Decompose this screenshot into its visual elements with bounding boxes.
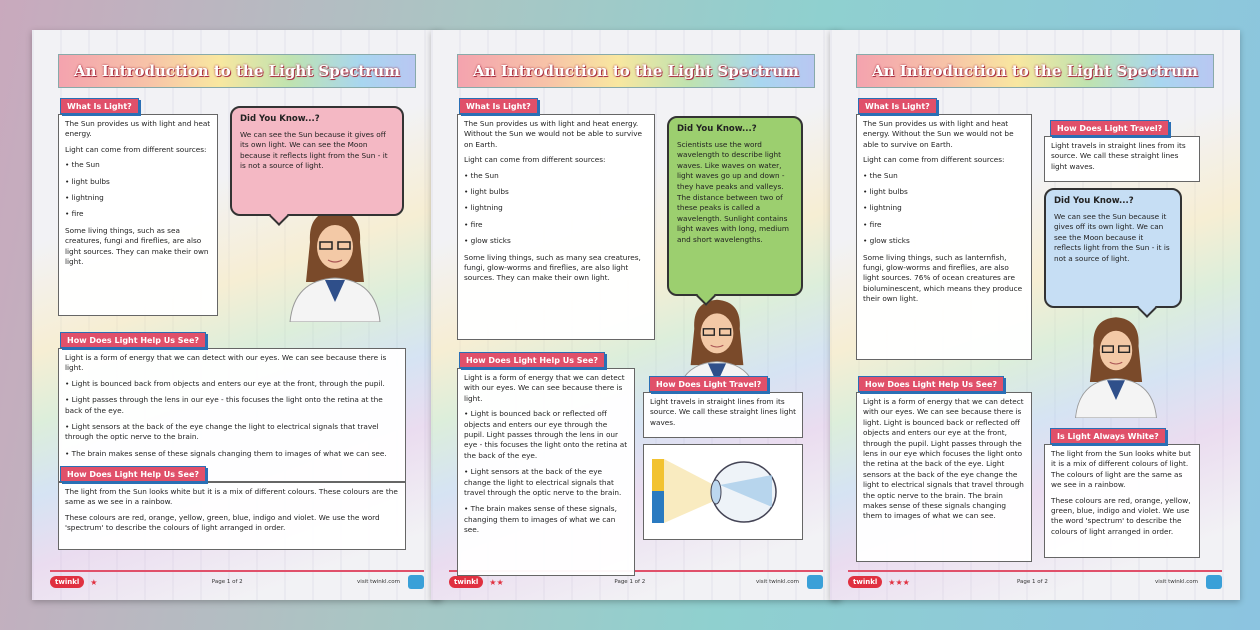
list-item: • lightning	[464, 203, 648, 213]
paragraph: Light can come from different sources:	[863, 155, 1005, 165]
worksheet-page-2[interactable]	[431, 30, 841, 600]
is-light-white-box	[1044, 444, 1200, 558]
bullet-list	[65, 379, 399, 459]
section-label: Is Light Always White?	[1050, 428, 1166, 444]
bubble-heading: Did You Know...?	[1054, 196, 1134, 206]
list-item: • Light passes through the lens in our eye - this focuses the light onto the retina at the back of the eye.	[65, 395, 399, 416]
section-label: How Does Light Help Us See?	[459, 352, 605, 368]
paragraph: These colours are red, orange, yellow, green, blue, indigo and violet. We use the word 'spectrum' to describe the colours of light arranged in order.	[65, 512, 380, 533]
paragraph: Some living things, such as sea creatures, fungi and fireflies, are also light sources. They can make their own light.	[65, 225, 209, 267]
badge-icon	[1206, 575, 1222, 589]
list-item: • light bulbs	[863, 187, 1025, 197]
section-label: What Is Light?	[858, 98, 937, 114]
difficulty-stars: ★★★	[888, 577, 910, 587]
section-label: How Does Light Help Us See?	[60, 466, 206, 482]
bubble-text: We can see the Sun because it gives off its own light. We can see the Moon because it reflects light from the Sun - it is not a source of light.	[240, 129, 388, 171]
worksheet-page-1[interactable]	[32, 30, 442, 600]
scientist-illustration	[1066, 310, 1166, 418]
how-light-travels-box	[643, 392, 803, 438]
badge-icon	[408, 575, 424, 589]
paragraph: Light can come from different sources:	[65, 144, 207, 154]
paragraph: These colours are red, orange, yellow, green, blue, indigo and violet. We use the word 'spectrum' to describe the colours of light arranged in order.	[1051, 495, 1191, 536]
section-label: How Does Light Travel?	[649, 376, 768, 392]
site-link[interactable]: visit twinkl.com	[1155, 579, 1198, 585]
scientist-illustration	[280, 202, 390, 322]
twinkl-logo[interactable]: twinkl	[848, 576, 882, 588]
what-is-light-box	[58, 114, 218, 316]
bullet-list	[464, 409, 628, 535]
list-item: • fire	[65, 209, 211, 219]
section-label: How Does Light Travel?	[1050, 120, 1169, 136]
list-item: • The brain makes sense of these signals, changing them to images of what we can see.	[464, 504, 628, 535]
how-light-helps-box	[856, 392, 1032, 562]
did-you-know-bubble	[1044, 188, 1182, 308]
paragraph: The Sun provides us with light and heat energy. Without the Sun we would not be able to survive on Earth.	[863, 119, 1014, 149]
paragraph: Some living things, such as lanternfish, fungi, glow-worms and fireflies, are also light sources. 76% of ocean creatures are bioluminescent, which means they produce their own light.	[863, 252, 1023, 304]
what-is-light-box	[457, 114, 655, 340]
did-you-know-bubble	[667, 116, 803, 296]
list-item: • The brain makes sense of these signals changing them to images of what we can see.	[65, 449, 399, 459]
page-number: Page 1 of 2	[1016, 579, 1048, 585]
paragraph: The Sun provides us with light and heat energy. Without the Sun we would not be able to survive on Earth.	[464, 119, 643, 149]
twinkl-logo[interactable]: twinkl	[449, 576, 483, 588]
sources-list	[65, 160, 211, 220]
spectrum-box	[58, 482, 406, 550]
sources-list	[863, 171, 1025, 247]
how-light-helps-box	[58, 348, 406, 482]
bubble-text: Scientists use the word wavelength to describe light waves. Like waves on water, light waves go up and down - they have peaks and valleys. The distance between two of these peaks is called a wavelength. Sunlight contains light waves with long, medium and short wavelengths.	[677, 139, 790, 244]
list-item: • Light sensors at the back of the eye change the light to electrical signals that travel through the optic nerve to the brain.	[464, 467, 628, 498]
page-title: An Introduction to the Light Spectrum	[856, 54, 1214, 88]
page-title: An Introduction to the Light Spectrum	[58, 54, 416, 88]
bubble-heading: Did You Know...?	[240, 114, 320, 124]
difficulty-stars: ★★	[489, 577, 504, 587]
how-light-helps-box	[457, 368, 635, 576]
list-item: • the Sun	[65, 160, 211, 170]
how-light-travels-box	[1044, 136, 1200, 182]
page-footer	[848, 570, 1222, 588]
what-is-light-box	[856, 114, 1032, 360]
paragraph: The Sun provides us with light and heat energy.	[65, 119, 211, 139]
bubble-heading: Did You Know...?	[677, 124, 757, 134]
paragraph: Light travels in straight lines from its source. We call these straight lines light waves.	[1051, 141, 1186, 171]
list-item: • the Sun	[863, 171, 1025, 181]
page-title: An Introduction to the Light Spectrum	[457, 54, 815, 88]
section-label: How Does Light Help Us See?	[858, 376, 1004, 392]
eye-diagram-graphic	[644, 445, 802, 539]
did-you-know-bubble	[230, 106, 404, 216]
bubble-text: We can see the Sun because it gives off its own light. We can see the Moon because it reflects light from the Sun - it is not a source of light.	[1054, 211, 1170, 263]
list-item: • lightning	[863, 203, 1025, 213]
difficulty-stars: ★	[90, 577, 98, 587]
section-label: How Does Light Help Us See?	[60, 332, 206, 348]
page-number: Page 1 of 2	[211, 579, 243, 585]
site-link[interactable]: visit twinkl.com	[756, 579, 799, 585]
sources-list	[464, 171, 648, 247]
section-label: What Is Light?	[60, 98, 139, 114]
list-item: • Light sensors at the back of the eye change the light to electrical signals that travel through the optic nerve to the brain.	[65, 422, 399, 443]
eye-diagram	[643, 444, 803, 540]
list-item: • glow sticks	[863, 236, 1025, 246]
section-label: What Is Light?	[459, 98, 538, 114]
list-item: • Light is bounced back from objects and enters our eye at the front, through the pupil.	[65, 379, 399, 389]
list-item: • Light is bounced back or reflected off objects and enters our eye through the pupil. Light passes through the lens in our eye - this focuses the light onto the retina at the back of the eye.	[464, 409, 628, 461]
worksheet-page-3[interactable]	[830, 30, 1240, 600]
list-item: • light bulbs	[65, 177, 211, 187]
paragraph: Light can come from different sources:	[464, 155, 606, 165]
paragraph: The light from the Sun looks white but it is a mix of different colours. These colours are the same as we see in a rainbow.	[65, 487, 398, 507]
paragraph: Light travels in straight lines from its source. We call these straight lines light waves.	[650, 397, 796, 427]
page-footer	[50, 570, 424, 588]
badge-icon	[807, 575, 823, 589]
paragraph: Light is a form of energy that we can detect with our eyes. We can see because there is light. Light is bounced back or reflected off objects and enters our eye at the front, through the pupil. Light passes through the lens in our eye which focuses the light onto the retina at the back of the eye. Light sensors at the back of the eye change the light to electrical signals that travel through the optic nerve to the brain. The brain makes sense of these signals changing them to images of what we can see.	[863, 397, 1024, 521]
paragraph: Light is a form of energy that we can detect with our eyes. We can see because there is light.	[464, 373, 625, 403]
list-item: • the Sun	[464, 171, 648, 181]
list-item: • glow sticks	[464, 236, 648, 246]
paragraph: The light from the Sun looks white but it is a mix of different colours of light. The colours of light are the same as we see in a rainbow.	[1051, 449, 1191, 490]
list-item: • fire	[464, 220, 648, 230]
page-number: Page 1 of 2	[614, 579, 646, 585]
twinkl-logo[interactable]: twinkl	[50, 576, 84, 588]
paragraph: Light is a form of energy that we can detect with our eyes. We can see because there is light.	[65, 353, 387, 373]
site-link[interactable]: visit twinkl.com	[357, 579, 400, 585]
list-item: • lightning	[65, 193, 211, 203]
paragraph: Some living things, such as many sea creatures, fungi, glow-worms and fireflies, are also light sources. They can make their own light.	[464, 252, 641, 283]
list-item: • light bulbs	[464, 187, 648, 197]
list-item: • fire	[863, 220, 1025, 230]
